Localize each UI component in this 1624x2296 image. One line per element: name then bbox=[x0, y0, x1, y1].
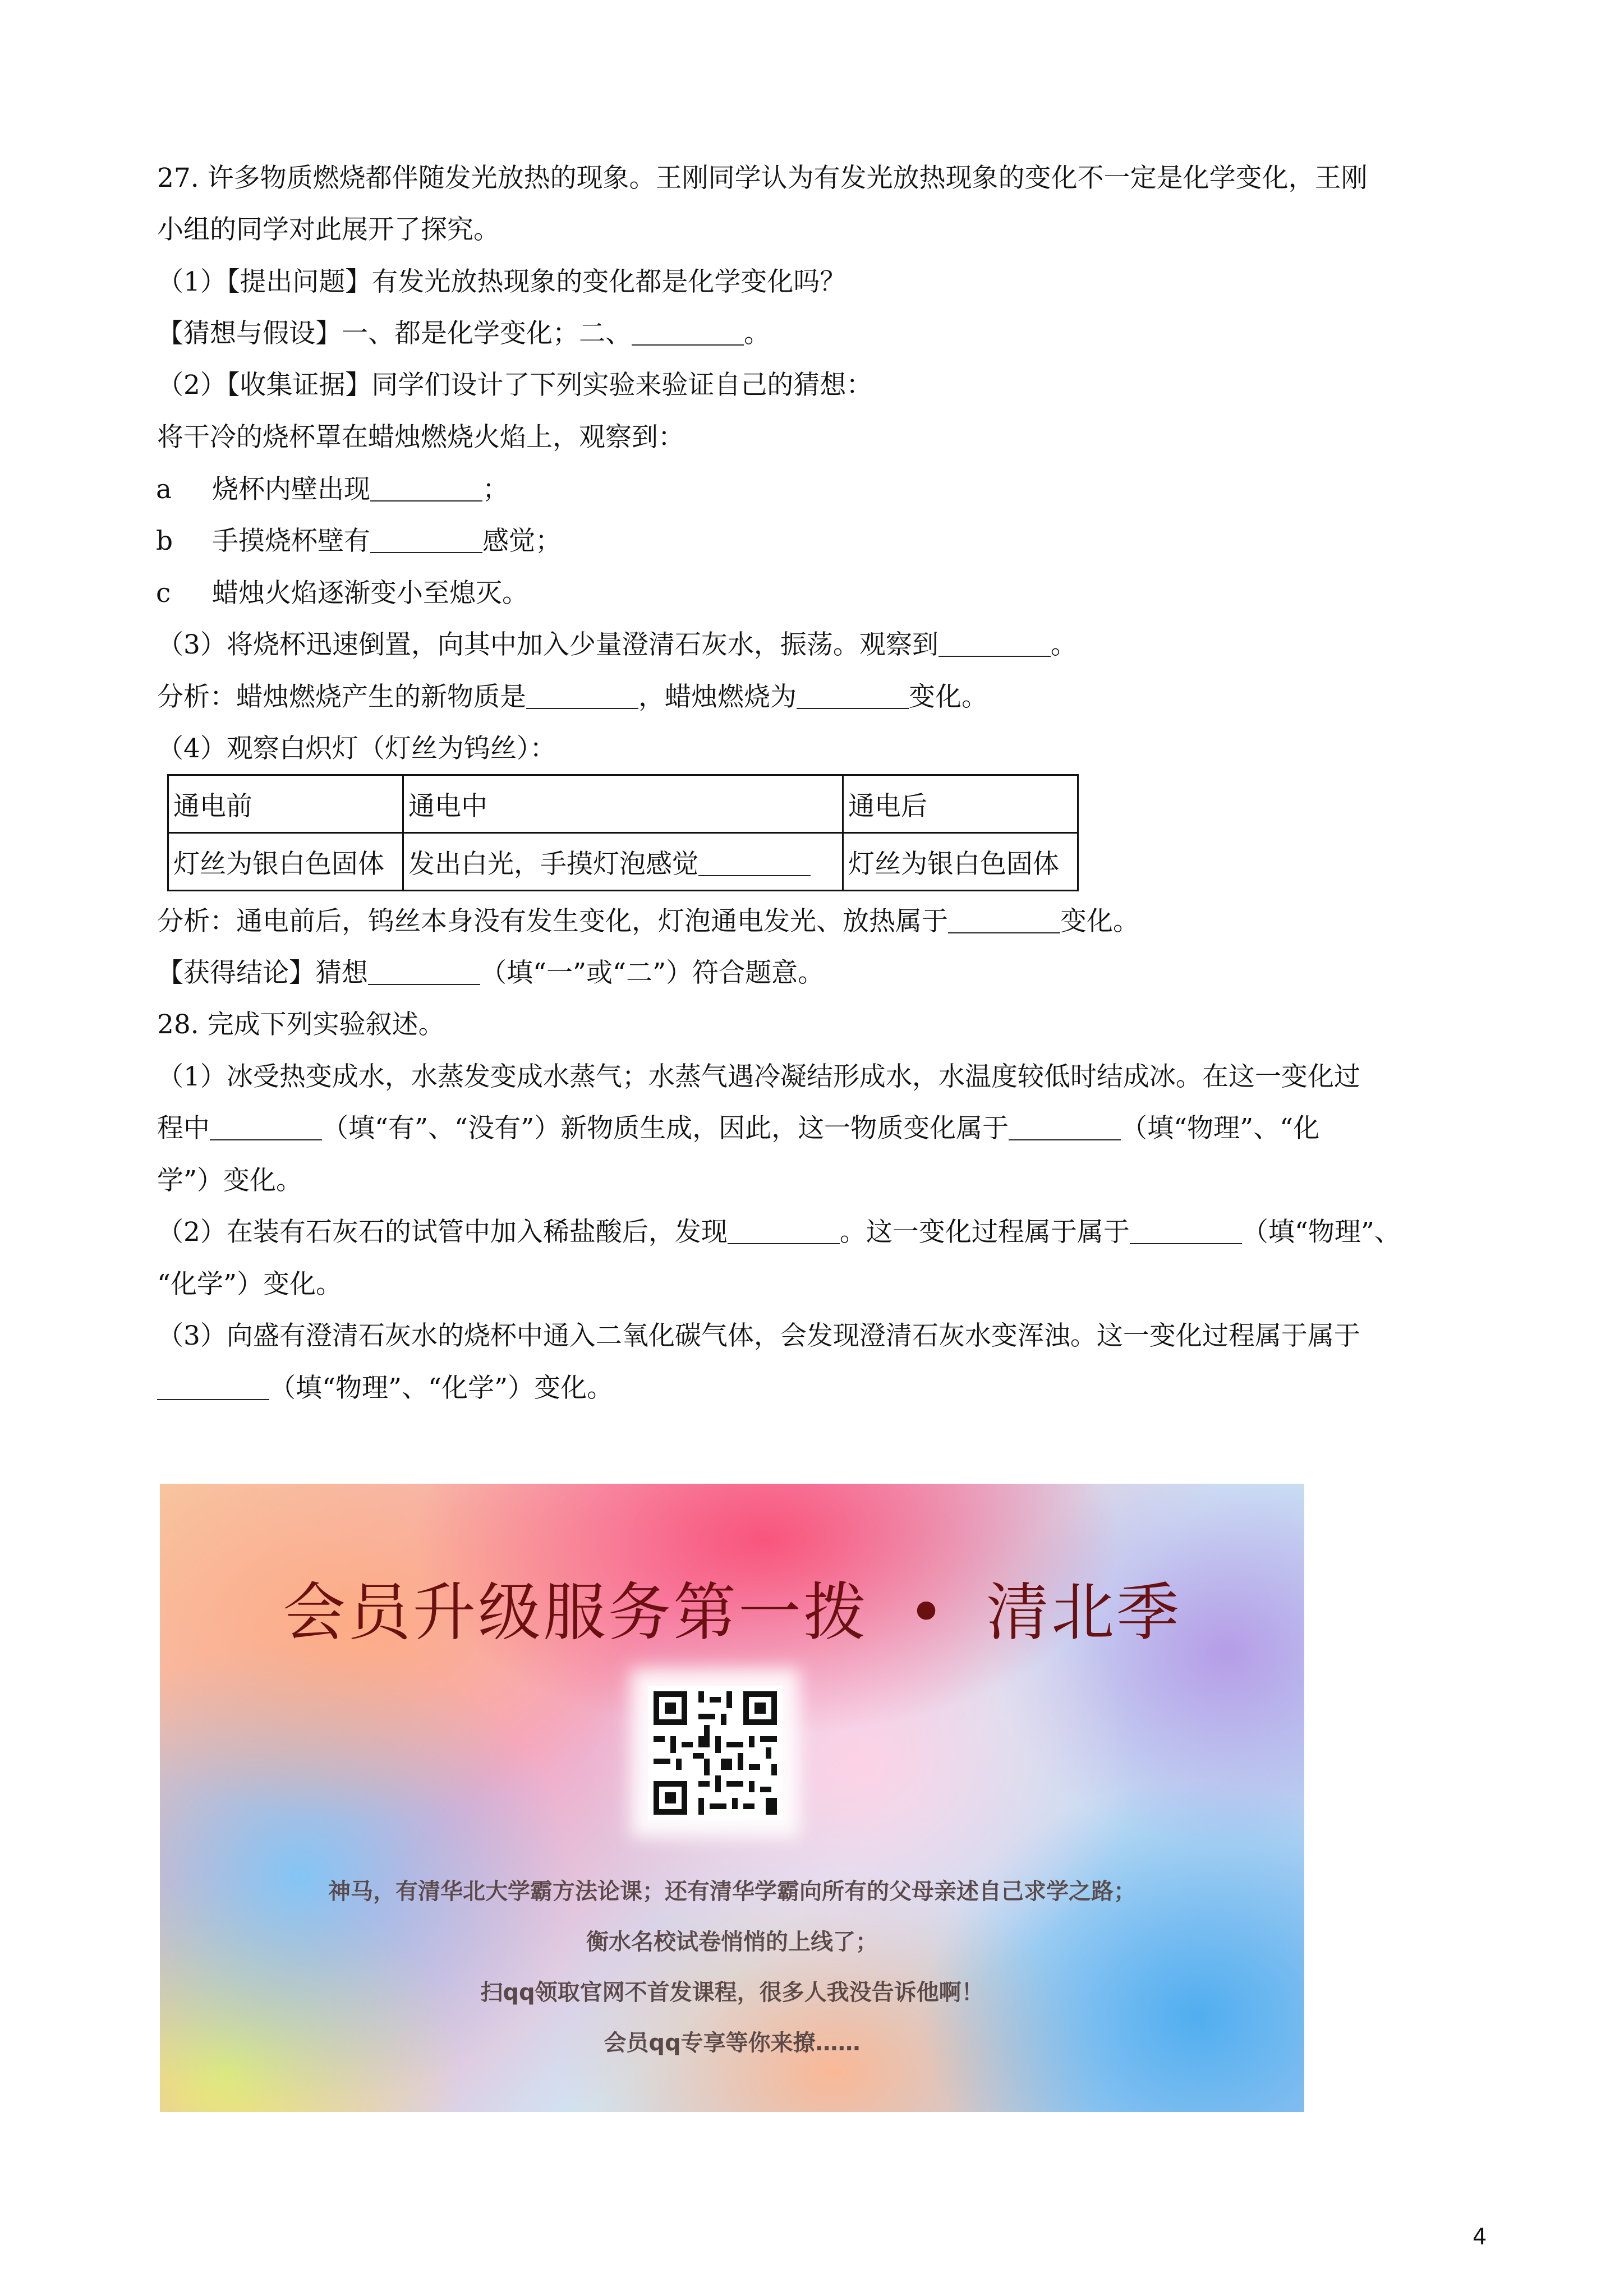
q28-part2-line1 bbox=[157, 1216, 1401, 1249]
q28-part1-line1: （1）冰受热变成水，水蒸发变成水蒸气；水蒸气遇冷凝结形成水，水温度较低时结成冰。在这一变化过 bbox=[157, 1061, 1360, 1092]
banner-line-2: 衡水名校试卷悄悄的上线了； bbox=[586, 1929, 878, 1955]
item-text: 手摸烧杯壁有 bbox=[212, 526, 370, 556]
item-letter: a bbox=[156, 474, 172, 505]
answer-blank bbox=[526, 685, 638, 709]
analysis-text-end: 变化。 bbox=[1060, 906, 1139, 937]
q28-part1-line2 bbox=[157, 1112, 1319, 1145]
q27-part1: （1）【提出问题】有发光放热现象的变化都是化学变化吗？ bbox=[157, 266, 846, 297]
analysis-text-mid: ，蜡烛燃烧为 bbox=[638, 682, 797, 712]
answer-blank bbox=[948, 910, 1060, 933]
q27-part2: （2）【收集证据】同学们设计了下列实验来验证自己的猜想： bbox=[157, 370, 873, 401]
table-header-cell: 通电前 bbox=[168, 775, 403, 833]
q28-stem: 28. 完成下列实验叙述。 bbox=[157, 1009, 445, 1040]
banner-title-right: 清北季 bbox=[986, 1576, 1182, 1649]
banner-line-3: 扫qq领取官网不首发课程，很多人我没告诉他啊！ bbox=[480, 1980, 984, 2005]
part2-text-end: （填“物理”、 bbox=[1241, 1217, 1401, 1248]
q27-stem-line1: 27. 许多物质燃烧都伴随发光放热的现象。王刚同学认为有发光放热现象的变化不一定是化学变化，王刚 bbox=[157, 163, 1368, 194]
analysis-text: 分析：蜡烛燃烧产生的新物质是 bbox=[157, 682, 526, 712]
item-letter: b bbox=[156, 526, 173, 556]
part2-text: （2）在装有石灰石的试管中加入稀盐酸后，发现 bbox=[157, 1217, 728, 1248]
q27-stem-line2: 小组的同学对此展开了探究。 bbox=[157, 214, 500, 245]
q27-hypothesis bbox=[157, 317, 770, 351]
q27-part3 bbox=[157, 628, 1077, 662]
conclusion-text: 【获得结论】猜想 bbox=[157, 958, 368, 988]
item-text: 蜡烛火焰逐渐变小至熄灭。 bbox=[212, 578, 528, 609]
q27-item-b bbox=[156, 524, 562, 558]
banner-line-4: 会员qq专享等你来撩…… bbox=[604, 2030, 861, 2056]
table-cell-text: 发出白光，手摸灯泡感觉 bbox=[408, 848, 698, 880]
q27-analysis1 bbox=[157, 680, 988, 714]
q28-part2-line2: “化学”）变化。 bbox=[157, 1269, 343, 1300]
banner-title bbox=[160, 1562, 1304, 1653]
answer-blank bbox=[370, 530, 482, 553]
part1-text: 程中 bbox=[157, 1113, 210, 1144]
banner-line-1: 神马，有清华北大学霸方法论课；还有清华学霸向所有的父母亲述自己求学之路； bbox=[328, 1879, 1136, 1904]
hypothesis-end: 。 bbox=[744, 318, 770, 349]
answer-blank bbox=[210, 1117, 322, 1140]
page-number: 4 bbox=[1473, 2224, 1487, 2250]
q27-analysis2 bbox=[157, 905, 1139, 938]
answer-blank bbox=[728, 1221, 840, 1244]
table-header-row bbox=[168, 775, 1078, 833]
promo-banner[interactable] bbox=[160, 1484, 1304, 2112]
part3-text: （3）将烧杯迅速倒置，向其中加入少量澄清石灰水，振荡。观察到 bbox=[157, 629, 938, 660]
part1-text-mid: （填“有”、“没有”）新物质生成，因此，这一物质变化属于 bbox=[322, 1113, 1009, 1144]
table-cell: 灯丝为银白色固体 bbox=[168, 833, 403, 891]
q27-part4: （4）观察白炽灯（灯丝为钨丝）： bbox=[157, 733, 556, 764]
item-end: ； bbox=[482, 474, 509, 505]
conclusion-text-end: （填“一”或“二”）符合题意。 bbox=[480, 958, 825, 988]
part3-text-end: （填“物理”、“化学”）变化。 bbox=[269, 1373, 614, 1404]
table-cell bbox=[403, 833, 843, 891]
answer-blank bbox=[370, 478, 482, 501]
answer-blank bbox=[632, 322, 744, 346]
item-text: 烧杯内壁出现 bbox=[212, 474, 370, 505]
observation-table bbox=[167, 774, 1079, 891]
item-end: 感觉； bbox=[482, 526, 562, 556]
hypothesis-text: 【猜想与假设】一、都是化学变化；二、 bbox=[157, 318, 632, 349]
q27-item-c bbox=[156, 577, 528, 610]
answer-blank bbox=[368, 961, 480, 985]
table-header-cell: 通电后 bbox=[843, 775, 1078, 833]
analysis-text-end: 变化。 bbox=[909, 682, 988, 712]
answer-blank bbox=[1009, 1117, 1121, 1140]
q27-part2-intro: 将干冷的烧杯罩在蜡烛燃烧火焰上，观察到： bbox=[157, 422, 684, 453]
answer-blank bbox=[938, 633, 1051, 657]
q27-item-a bbox=[156, 473, 509, 507]
part2-text-mid: 。这一变化过程属于属于 bbox=[839, 1217, 1130, 1248]
answer-blank bbox=[797, 685, 909, 709]
q27-conclusion bbox=[157, 956, 824, 990]
table-row bbox=[168, 833, 1078, 891]
q28-part3-line2 bbox=[157, 1372, 613, 1405]
analysis-text: 分析：通电前后，钨丝本身没有发生变化，灯泡通电发光、放热属于 bbox=[157, 906, 948, 937]
part1-text-end: （填“物理”、“化 bbox=[1121, 1113, 1320, 1144]
part3-end: 。 bbox=[1050, 629, 1077, 660]
answer-blank bbox=[157, 1377, 269, 1400]
banner-title-left: 会员升级服务第一拨 bbox=[282, 1576, 868, 1649]
answer-blank bbox=[698, 853, 811, 876]
banner-title-dot: • bbox=[907, 1576, 947, 1649]
item-letter: c bbox=[156, 578, 171, 609]
q28-part1-line3: 学”）变化。 bbox=[157, 1165, 303, 1196]
q28-part3-line1: （3）向盛有澄清石灰水的烧杯中通入二氧化碳气体，会发现澄清石灰水变浑浊。这一变化过程属于属于 bbox=[157, 1320, 1360, 1351]
qr-code-graphic bbox=[648, 1686, 783, 1820]
answer-blank bbox=[1130, 1221, 1242, 1244]
table-header-cell: 通电中 bbox=[403, 775, 843, 833]
qr-code-icon[interactable] bbox=[648, 1686, 783, 1820]
table-cell: 灯丝为银白色固体 bbox=[843, 833, 1078, 891]
